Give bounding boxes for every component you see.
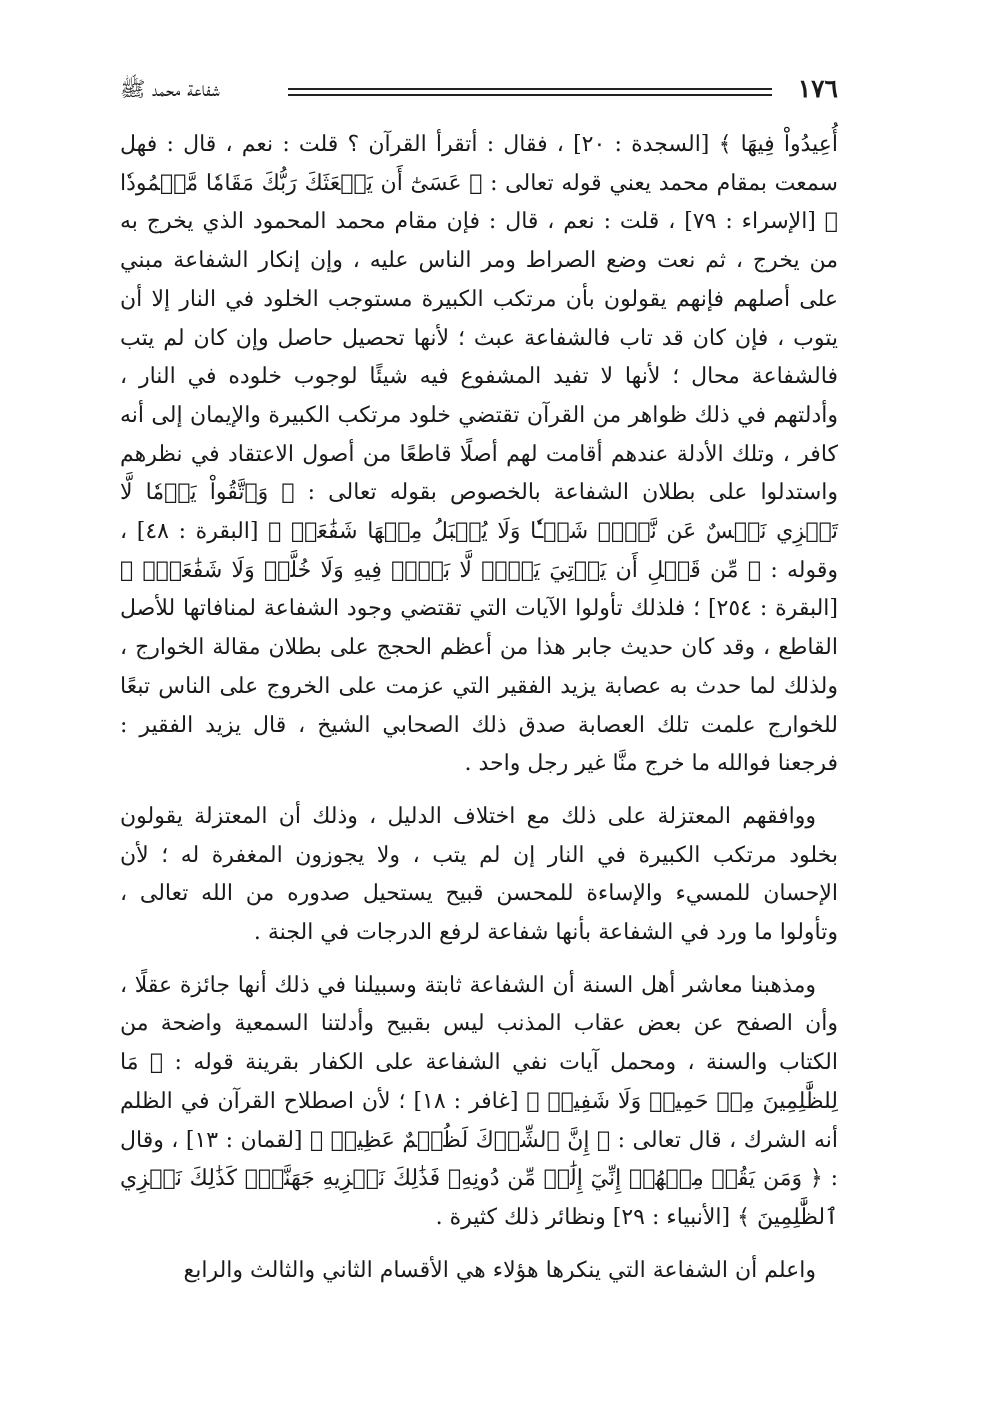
text-line: تقتضي خلود مرتكب الكبيرة والإيمان إلى أنه كافر ، وتلك الأدلة عندهم أقامت لهم: [120, 402, 839, 467]
text-line: قال تعالى : ﴿ إِنَّ ٱلشِّرۡكَ لَظُلۡمٌ عَظِيمٞ ﴾ [لقمان : ١٣] ، وقال : ﴿ وَمَن يَقُلۡ مِنۡهُمۡ: [120, 1127, 838, 1192]
page-number: ١٧٦: [797, 74, 838, 103]
text-line: فالشفاعة عبث ؛ لأنها تحصيل حاصل وإن كان لم يتب فالشفاعة محال ؛ لأنها لا: [120, 325, 838, 390]
text-line: بقوله تعالى : ﴿ وَٱتَّقُواْ يَوۡمٗا لَّا تَجۡزِي نَفۡسٌ عَن نَّفۡسٖ شَيۡـٔٗا وَلَا يُقۡبَلُ مِنۡهَا شَفَٰعَةٞ ﴾ [البقرة : ٤٨] ،: [120, 480, 838, 545]
text-line: جابر هذا من أعظم الحجج على بطلان مقالة الخوارج ، ولذلك لما حدث به عصابة: [120, 635, 838, 699]
text-line: تأولوا الآيات التي تقتضي وجود الشفاعة لمنافاتها للأصل القاطع ، وقد كان حديث: [120, 596, 838, 661]
page-header: [120, 70, 838, 110]
paragraph: [120, 798, 838, 953]
header-double-rule: [288, 88, 772, 96]
text-line: بأنها شفاعة لرفع الدرجات في الجنة .: [253, 920, 592, 946]
text-line: وقوله : ﴿ مِّن قَبۡلِ أَن يَأۡتِيَ يَوۡمٞ لَّا بَيۡعٞ فِيهِ وَلَا خُلَّةٞ وَلَا شَفَٰعَةٞۗ ﴾ [البقرة : ٢٥٤] ؛ فلذلك: [120, 557, 838, 622]
text-line: يزيد الفقير التي عزمت على الخروج على الناس تبعًا للخوارج علمت تلك العصابة: [120, 673, 838, 738]
paragraph: [120, 126, 838, 784]
text-line: والإساءة للمحسن قبيح يستحيل صدوره من الله تعالى ، وتأولوا ما ورد في الشفاعة: [120, 881, 838, 946]
text-line: صدق ذلك الصحابي الشيخ ، قال يزيد الفقير : فرجعنا فوالله ما خرج منَّا: [120, 712, 838, 777]
text-line: قلت : نعم ، قال : فإن مقام محمد المحمود الذي يخرج به من يخرج ، ثم نعت: [120, 209, 838, 274]
text-line: وأن الصفح عن بعض عقاب المذنب ليس بقبيح وأدلتنا السمعية واضحة من الكتاب: [120, 1011, 838, 1076]
text-line: ومذهبنا معاشر أهل السنة أن الشفاعة ثابتة وسبيلنا في ذلك أنها جائزة عقلًا ،: [120, 972, 816, 998]
text-line: مرتكب الكبيرة في النار إن لم يتب ، ولا يجوزون المغفرة له ؛ لأن الإحسان للمسيء: [120, 842, 838, 907]
text-line: واعلم أن الشفاعة التي ينكرها هؤلاء هي الأقسام الثاني والثالث والرابع: [183, 1257, 816, 1283]
text-line: إِنِّيٓ إِلَٰهٞ مِّن دُونِهِۦ فَذَٰلِكَ نَجۡزِيهِ جَهَنَّمَۚ كَذَٰلِكَ نَجۡزِي ٱلظَّٰلِمِينَ ﴾ [الأنبياء : ٢٩] ونظائر: [120, 1166, 838, 1230]
text-line: أصلًا قاطعًا من أصول الاعتقاد في نظرهم واستدلوا على بطلان الشفاعة بالخصوص: [120, 441, 838, 506]
text-line: ووافقهم المعتزلة على ذلك مع اختلاف الدليل ، وذلك أن المعتزلة يقولون بخلود: [120, 803, 838, 868]
text-line: بمقام محمد يعني قوله تعالى : ﴿ عَسَىٰٓ أَن يَبۡعَثَكَ رَبُّكَ مَقَامٗا مَّحۡمُودٗا ﴾ [الإسراء : ٧٩] ،: [120, 170, 838, 235]
running-title: شفاعة محمد ﷺ: [120, 77, 220, 101]
text-line: بأن مرتكب الكبيرة مستوجب الخلود في النار إلا أن يتوب ، فإن كان قد تاب: [120, 286, 839, 351]
text-line: ذلك كثيرة .: [435, 1204, 540, 1230]
text-line: تفيد المشفوع فيه شيئًا لوجوب خلوده في النار ، وأدلتهم في ذلك ظواهر من القرآن: [120, 364, 838, 428]
paragraph: [120, 967, 838, 1238]
paragraph: [120, 1252, 838, 1291]
text-line: غير رجل واحد .: [464, 751, 606, 777]
text-line: والسنة ، ومحمل آيات نفي الشفاعة على الكفار بقرينة قوله : ﴿ مَا لِلظَّٰلِمِينَ مِنۡ: [120, 1050, 838, 1114]
book-page: [120, 70, 838, 1304]
text-line: وضع الصراط ومر الناس عليه ، وإن إنكار الشفاعة مبني على أصلهم فإنهم يقولون: [120, 248, 838, 312]
text-line: أُعِيدُواْ فِيهَا ﴾ [السجدة : ٢٠] ، فقال : أتقرأ القرآن ؟ قلت : نعم ، قال : فهل سمعت: [120, 132, 838, 196]
page-body: [120, 126, 838, 1290]
text-line: حَمِيمٖ وَلَا شَفِيعٖ ﴾ [غافر : ١٨] ؛ لأن اصطلاح القرآن في الظلم أنه الشرك ،: [120, 1088, 838, 1153]
